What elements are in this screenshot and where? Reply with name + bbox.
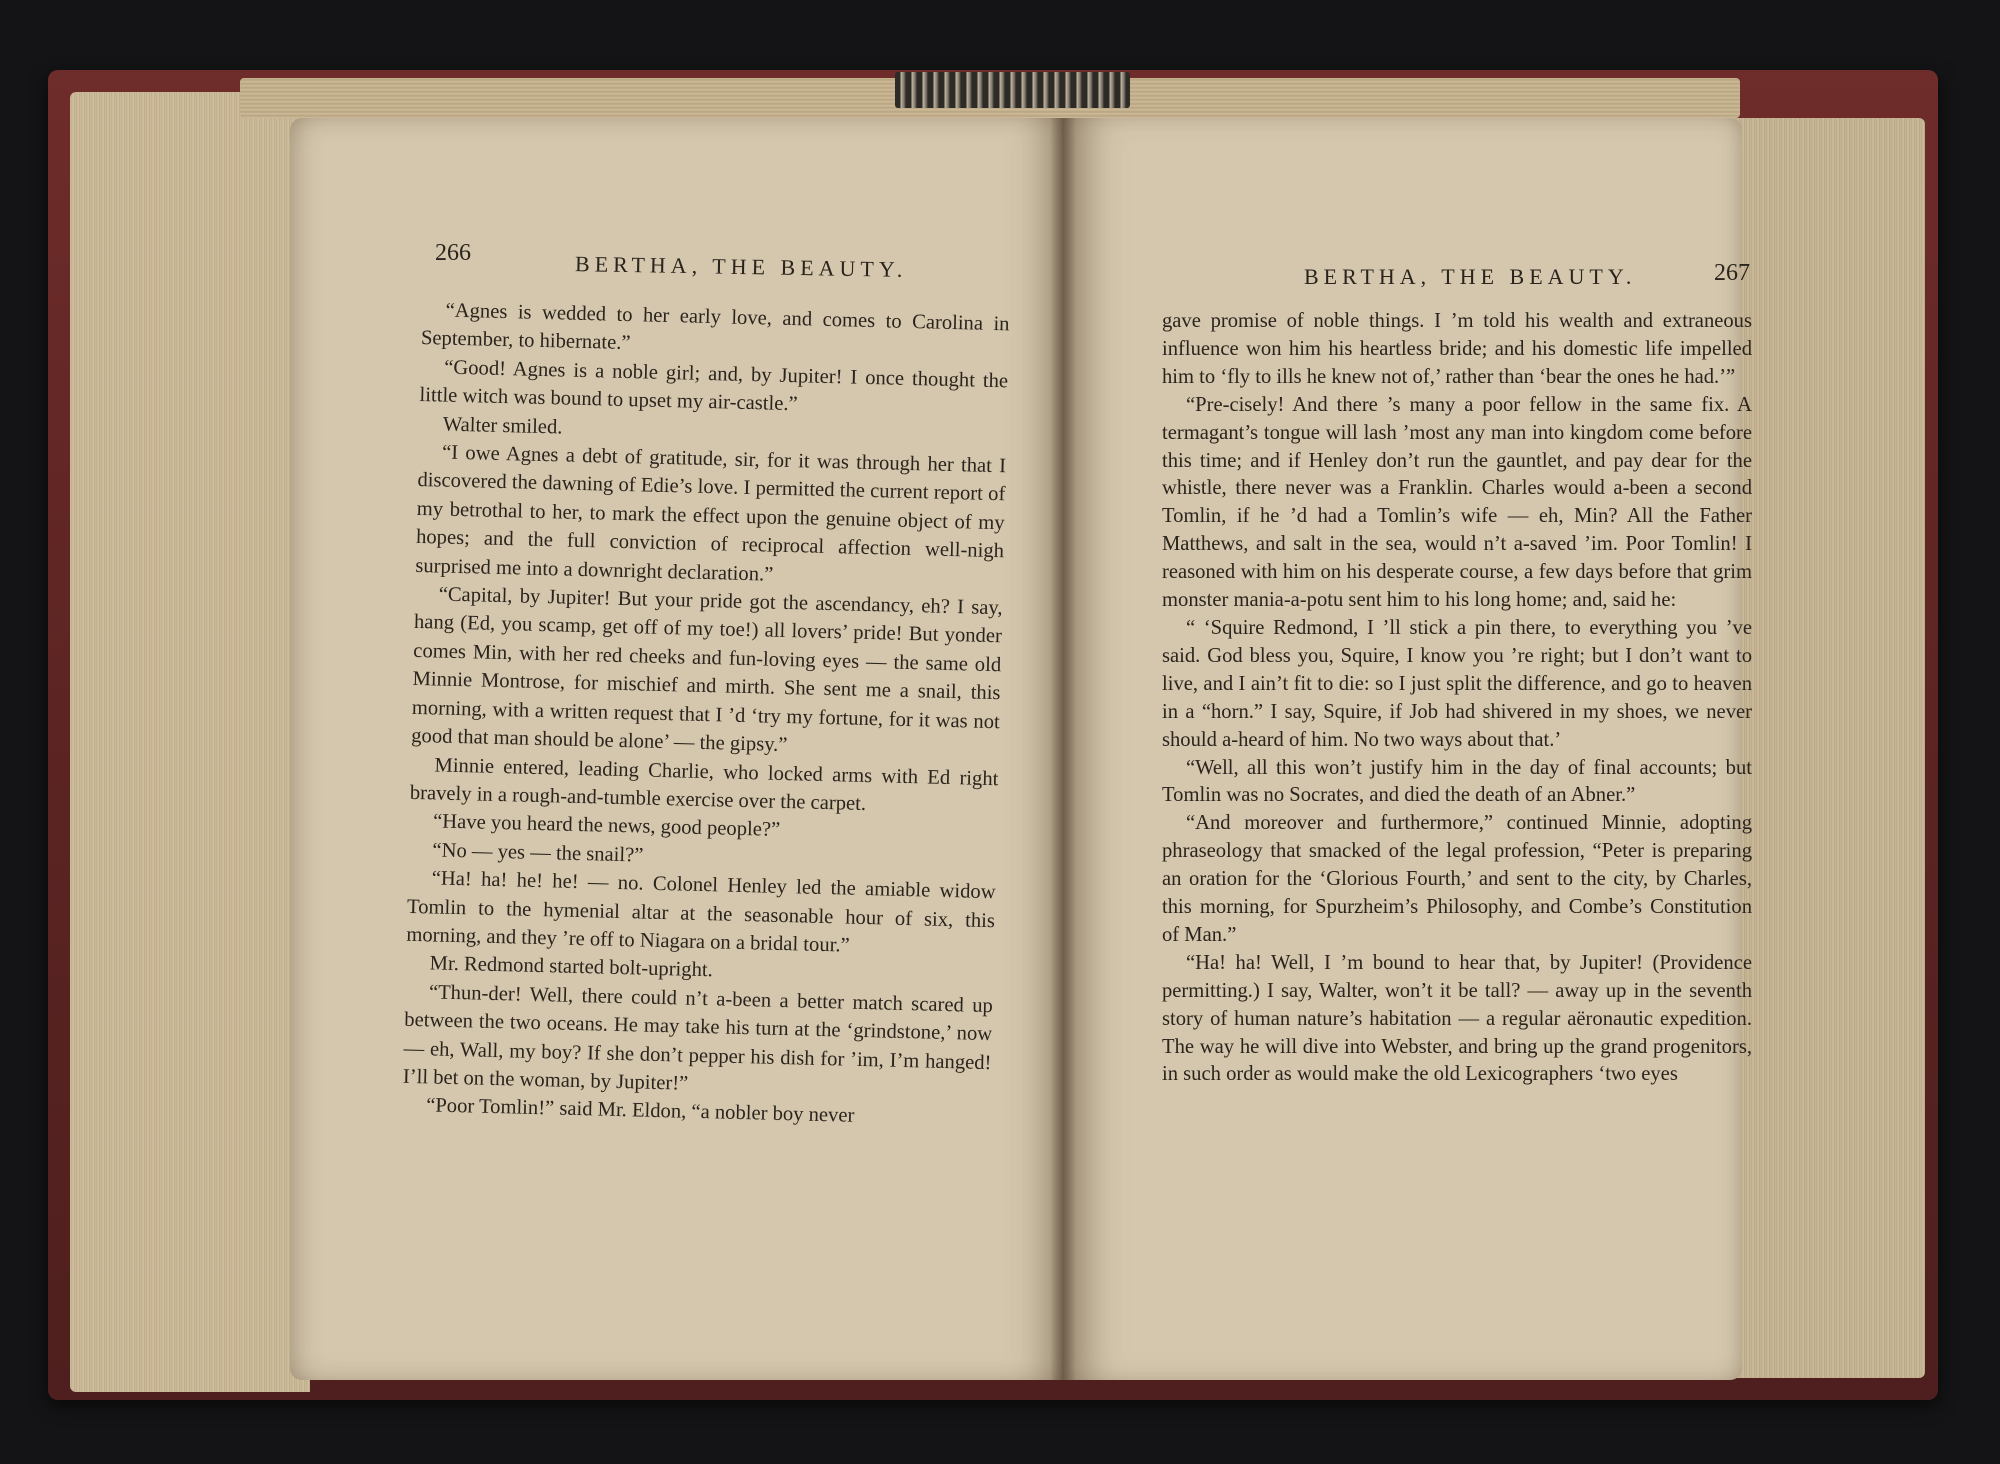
paragraph: “Capital, by Jupiter! But your pride got the ascendancy, eh? I say, hang (Ed, you scamp, get off of my toe!) all lovers’ pride! But yonder comes Min, with her red cheeks and fun-loving eyes — the same old Minnie Montrose, for mischief and mirth. She sent me a snail, this morning, with a written request that I ’d ‘try my fortune, for it was not good that man should be alone’ — the gipsy.”: [410, 583, 1003, 757]
right-page-text: [1162, 308, 1752, 1089]
paragraph: “Well, all this won’t justify him in the day of final accounts; but Tomlin was no Socrates, and died the death of an Abner.”: [1162, 756, 1752, 807]
paragraph: “Agnes is wedded to her early love, and comes to Carolina in September, to hibernate.”: [420, 299, 1010, 355]
left-page: [290, 118, 1070, 1380]
paragraph: “Ha! ha! Well, I ’m bound to hear that, by Jupiter! (Providence permitting.) I say, Walter, won’t it be tall? — away up in the seventh story of human nature’s habitation — a regular aëronautic expedition. The way he will dive into Webster, and bring up the grand progenitors, in such order as would make the old Lexicographers ‘two eyes: [1162, 951, 1752, 1086]
paragraph: “Have you heard the news, good people?”: [432, 810, 781, 842]
paragraph: “Ha! ha! he! he! — no. Colonel Henley led the amiable widow Tomlin to the hymenial altar at the seasonable hour of six, this morning, and they ’re off to Niagara on a bridal tour.”: [406, 867, 996, 957]
gutter-shadow: [1050, 118, 1076, 1380]
paragraph: “No — yes — the snail?”: [432, 839, 644, 867]
page-number: 266: [435, 240, 471, 266]
paragraph: “ ‘Squire Redmond, I ’ll stick a pin there, to everything you ’ve said. God bless you, Squire, I know you ’re right; but I don’t want to live, and I ain’t fit to die: so I just split the difference, and go to heaven in a “horn.” I say, Squire, if Job had shivered in my shoes, we never should a-heard of him. No two ways about that.’: [1162, 616, 1752, 751]
left-page-text: [402, 296, 1010, 1134]
paragraph: gave promise of noble things. I ’m told his wealth and extraneous influence won him his heartless bride; and his domestic life impelled him to ‘fly to ills he knew not of,’ rather than ‘bear the ones he had.’”: [1162, 310, 1752, 388]
running-head: BERTHA, THE BEAUTY.: [1304, 264, 1637, 289]
book-spine-stitching: [895, 72, 1130, 108]
paragraph: “Thun-der! Well, there could n’t a-been a better match scared up between the two oceans. He may take his turn at the ‘grindstone,’ now — eh, Wall, my boy? If she don’t pepper his dish for ’im, I’m hanged! I’ll bet on the woman, by Jupiter!”: [402, 981, 994, 1095]
paragraph: “And moreover and furthermore,” continued Minnie, adopting phraseology that smacked of the legal profession, “Peter is preparing an oration for the ‘Glorious Fourth,’ and sent to the city, by Charles, this morning, for Spurzheim’s Philosophy, and Combe’s Constitution of Man.”: [1162, 812, 1752, 946]
right-page: [1062, 118, 1752, 1380]
paragraph: “Good! Agnes is a noble girl; and, by Jupiter! I once thought the little witch was bound to upset my air-castle.”: [419, 356, 1009, 416]
paragraph: “I owe Agnes a debt of gratitude, sir, for it was through her that I discovered the dawning of Edie’s love. I permitted the current report of my betrothal to her, to mark the effect upon the genuine object of my hopes; and the full conviction of reciprocal affection well-nigh surprised me into a downright declaration.”: [415, 441, 1007, 586]
paragraph: “Poor Tomlin!” said Mr. Eldon, “a nobler boy never: [425, 1094, 855, 1128]
paragraph: “Pre-cisely! And there ’s many a poor fellow in the same fix. A termagant’s tongue will lash ’most any man into kingdom come before this time; and if Henley don’t run the gauntlet, and pay dear for the whistle, there never was a Franklin. Charles would a-been a second Tomlin, if he ’d had a Tomlin’s wife — eh, Min? All the Father Matthews, and salt in the sea, would n’t a-saved ’im. Poor Tomlin! I reasoned with him on his desperate course, a few days before that grim monster mania-a-potu sent him to his long home; and, said he:: [1162, 393, 1752, 612]
paragraph: Walter smiled.: [442, 413, 563, 439]
page-number: 267: [1714, 260, 1750, 286]
paragraph: Minnie entered, leading Charlie, who locked arms with Ed right bravely in a rough-and-tumble exercise over the carpet.: [409, 753, 999, 815]
running-head: BERTHA, THE BEAUTY.: [574, 251, 908, 282]
paragraph: Mr. Redmond started bolt-upright.: [429, 952, 714, 982]
page-edges-left: [70, 92, 310, 1392]
